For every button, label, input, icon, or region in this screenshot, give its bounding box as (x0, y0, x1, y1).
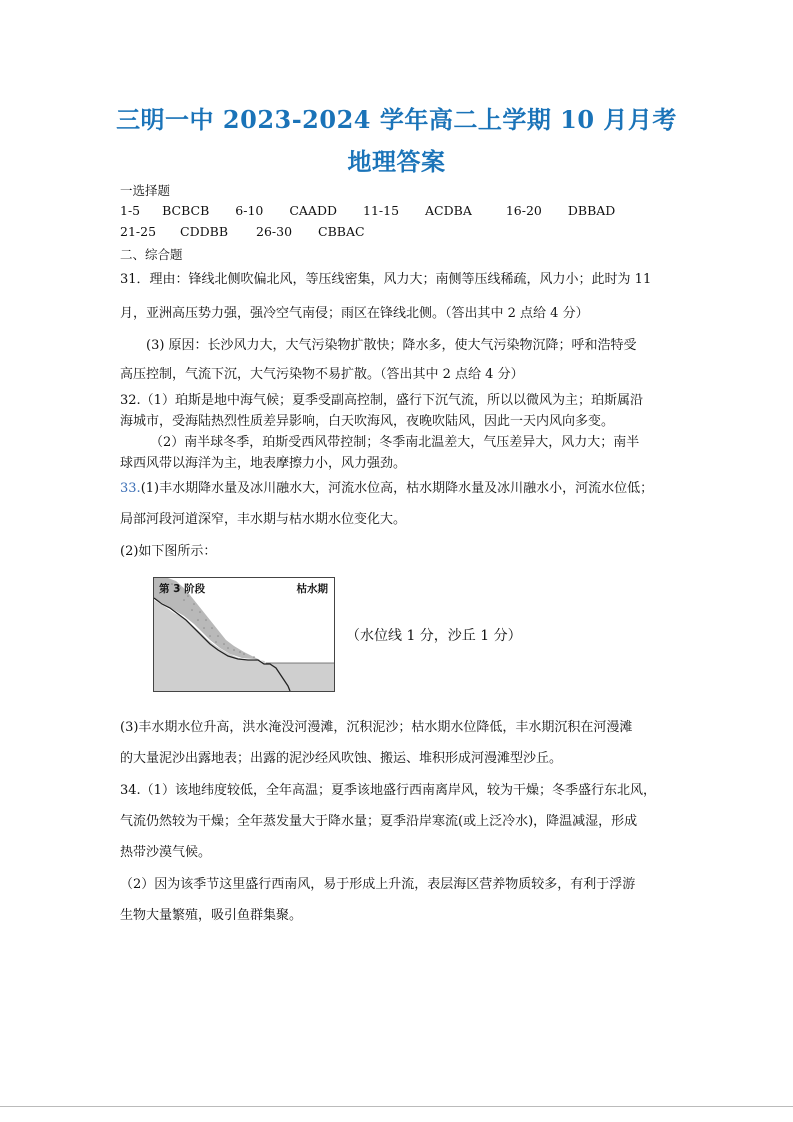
answer-key: BCBCB (162, 203, 210, 218)
answer-range: 6-10 (235, 203, 264, 218)
q33-line: 的大量泥沙出露地表；出露的泥沙经风吹蚀、搬运、堆积形成河漫滩型沙丘。 (120, 751, 563, 766)
page-title: 三明一中 2023-2024 学年高二上学期 10 月月考 (116, 105, 677, 134)
answer-range: 11-15 (363, 203, 400, 218)
q33-line: (3)丰水期水位升高，洪水淹没河漫滩，沉积泥沙；枯水期水位降低，丰水期沉积在河漫滩 (120, 720, 633, 735)
section-heading-choice: 一选择题 (120, 183, 171, 198)
section-heading-comprehensive: 二、综合题 (120, 247, 183, 262)
river-dune-diagram (153, 577, 335, 692)
q33-line: (2)如下图所示： (120, 544, 217, 559)
figure-period-label: 枯水期 (296, 583, 328, 595)
answer-row (120, 224, 365, 239)
answer-key: CDDBB (180, 224, 229, 239)
answer-range: 26-30 (256, 224, 293, 239)
answer-key: CAADD (289, 203, 338, 218)
answer-row (120, 203, 615, 218)
q32-line: （2）南半球冬季，珀斯受西风带控制；冬季南北温差大，气压差异大，风力大；南半 (150, 435, 640, 450)
figure-stage-label: 第 3 阶段 (159, 583, 206, 595)
page-subtitle: 地理答案 (347, 147, 446, 176)
q34-line: （2）因为该季节这里盛行西南风，易于形成上升流，表层海区营养物质较多，有利于浮游 (120, 877, 636, 892)
figure-score-note: （水位线 1 分，沙丘 1 分） (346, 628, 522, 644)
q32-line: 32.（1）珀斯是地中海气候；夏季受副高控制，盛行下沉气流，所以以微风为主；珀斯属沿 (120, 393, 643, 408)
answer-key: ACDBA (425, 203, 472, 218)
q33-line (120, 477, 653, 496)
q31-line: (3) 原因：长沙风力大，大气污染物扩散快；降水多，使大气污染物沉降；呼和浩特受 (146, 338, 637, 353)
answer-range: 1-5 (120, 203, 141, 218)
q33-text: (1)丰水期降水量及冰川融水大，河流水位高，枯水期降水量及冰川融水小，河流水位低； (140, 481, 654, 496)
answer-key: DBBAD (567, 203, 616, 218)
q33-number: 33. (120, 481, 141, 496)
q31-line: 高压控制，气流下沉，大气污染物不易扩散。（答出其中 2 点给 4 分） (120, 367, 524, 382)
answer-range: 21-25 (120, 224, 157, 239)
q32-line: 海城市，受海陆热烈性质差异影响，白天吹海风，夜晚吹陆风，因此一天内风向多变。 (120, 414, 615, 429)
q34-line: 热带沙漠气候。 (120, 845, 212, 860)
q34-line: 生物大量繁殖，吸引鱼群集聚。 (120, 908, 303, 923)
q33-line: 局部河段河道深窄，丰水期与枯水期水位变化大。 (120, 512, 407, 527)
q31-line: 月，亚洲高压势力强，强冷空气南侵；雨区在锋线北侧。（答出其中 2 点给 4 分） (120, 306, 589, 321)
q34-line: 气流仍然较为干燥；全年蒸发量大于降水量；夏季沿岸寒流(或上泛冷水)，降温减湿，形成 (120, 814, 638, 829)
page-bottom-divider (0, 1106, 793, 1107)
q32-line: 球西风带以海洋为主，地表摩擦力小，风力强劲。 (120, 456, 407, 471)
q34-line: 34.（1）该地纬度较低，全年高温；夏季该地盛行西南离岸风，较为干燥；冬季盛行东北风， (120, 783, 656, 798)
q31-line: 31．理由：锋线北侧吹偏北风，等压线密集，风力大；南侧等压线稀疏，风力小；此时为 11 (120, 272, 652, 287)
answer-range: 16-20 (505, 203, 542, 218)
answer-key: CBBAC (318, 224, 365, 239)
